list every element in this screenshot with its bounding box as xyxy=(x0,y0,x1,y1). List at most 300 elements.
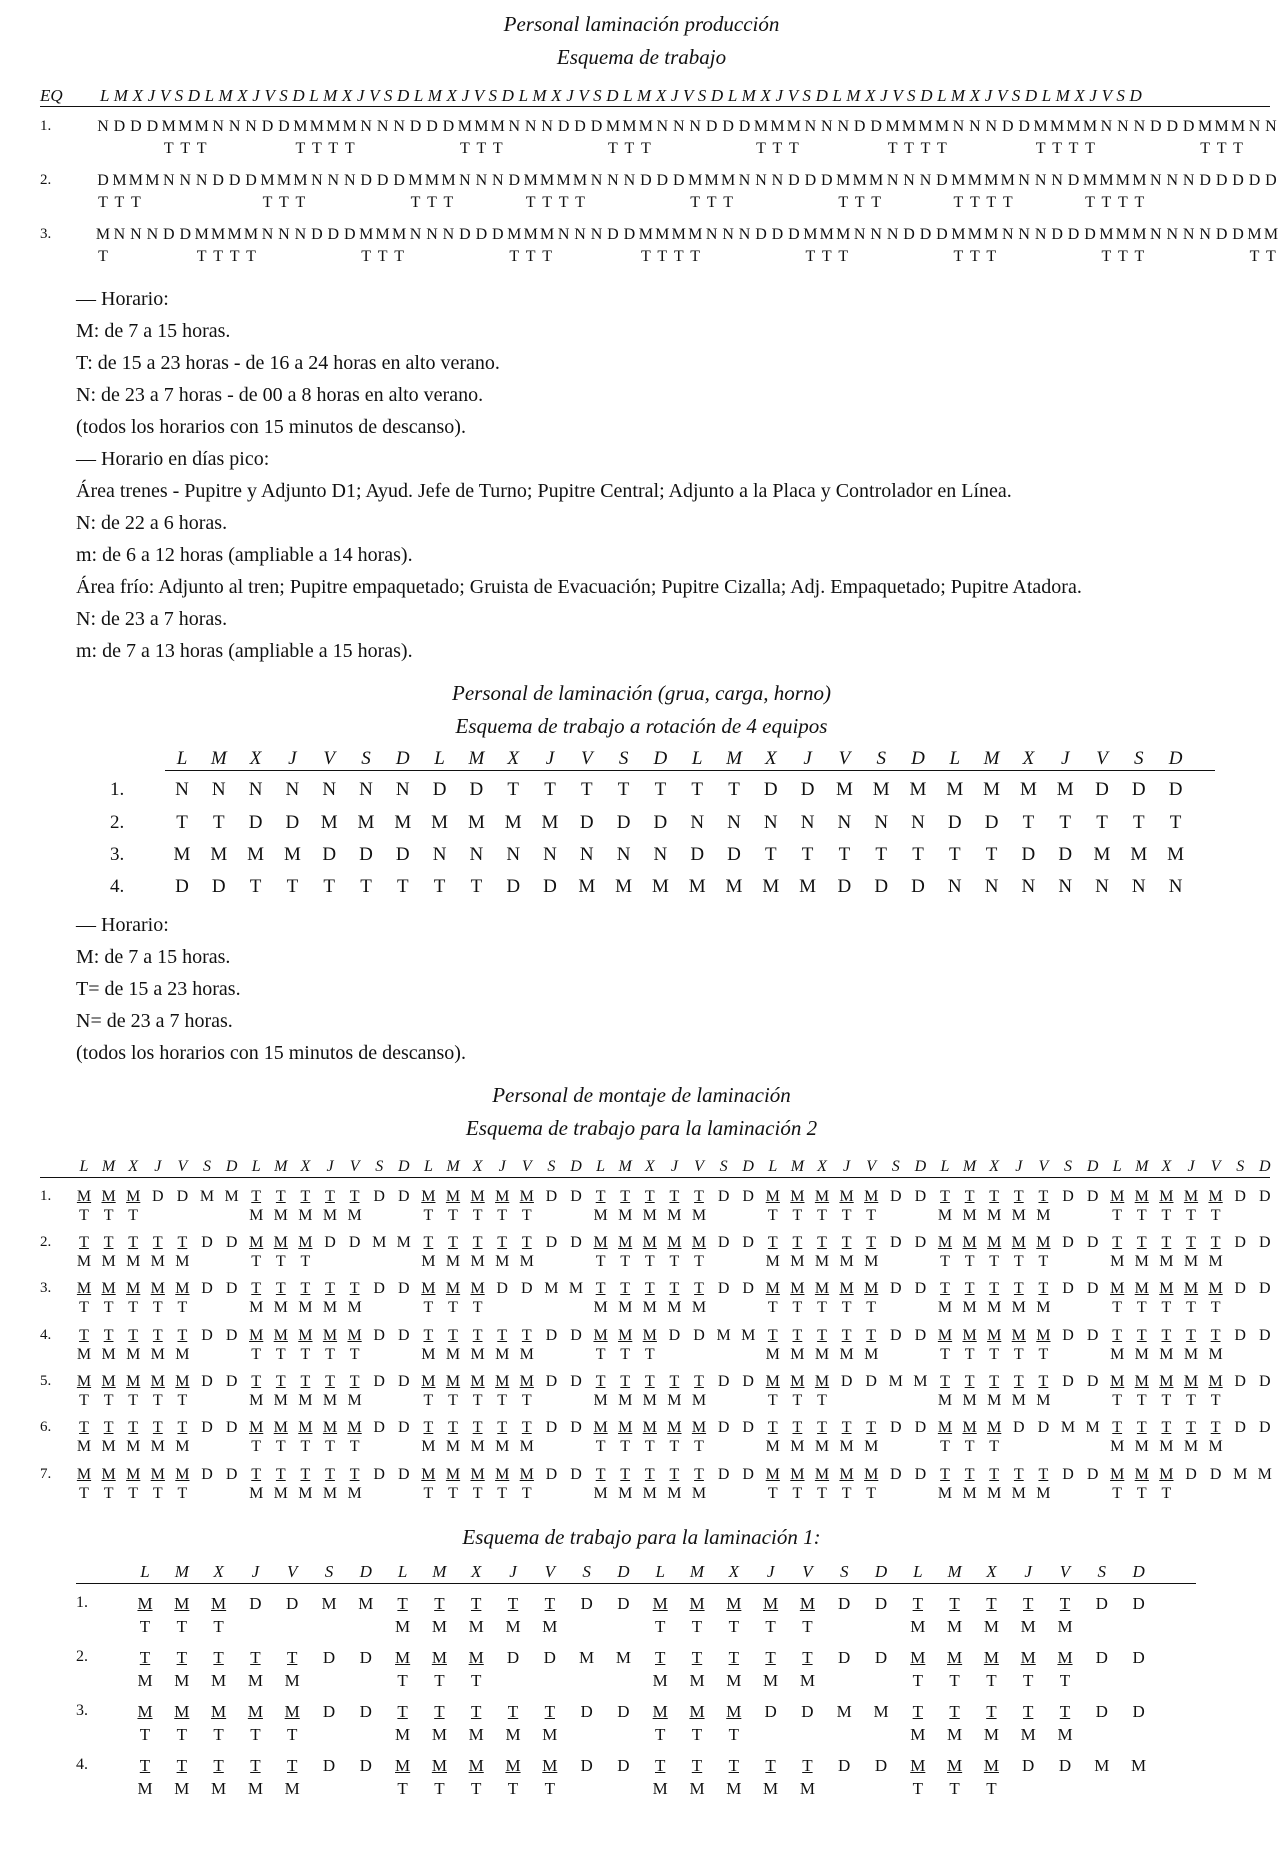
shift-cell: D xyxy=(617,1702,630,1721)
shift-cell: M xyxy=(691,1419,707,1436)
shift-cell: M xyxy=(835,779,853,800)
shift-cell: T xyxy=(300,1466,311,1483)
shift-cell: M xyxy=(273,1327,288,1344)
shift-cell: M xyxy=(1110,1466,1125,1483)
shift-cell-secondary: M xyxy=(322,1299,338,1316)
day-header-cell: X xyxy=(986,1562,997,1581)
day-header-cell: J xyxy=(670,1158,678,1175)
day-header-cell: V xyxy=(838,748,851,769)
shift-cell-secondary: T xyxy=(542,248,553,265)
shift-cell: N xyxy=(903,172,915,189)
shift-cell: D xyxy=(1062,1373,1074,1390)
shift-cell: N xyxy=(1058,876,1073,897)
shift-cell-secondary: T xyxy=(706,194,717,211)
shift-cell: T xyxy=(275,1466,286,1483)
shift-cell: T xyxy=(507,1594,519,1613)
shift-cell: D xyxy=(1259,1280,1271,1297)
shift-cell: D xyxy=(1058,844,1073,865)
shift-cell: T xyxy=(360,876,372,897)
shift-cell-secondary: M xyxy=(211,1779,227,1798)
shift-cell-secondary: M xyxy=(1110,1438,1125,1455)
shift-cell: T xyxy=(767,1327,778,1344)
shift-cell-secondary: T xyxy=(427,194,437,211)
shift-cell-secondary: T xyxy=(434,1779,445,1798)
shift-cell-secondary: T xyxy=(654,1725,666,1744)
shift-cell: N xyxy=(1166,172,1179,189)
shift-cell: D xyxy=(201,1234,213,1251)
day-header-cell: M xyxy=(101,1158,116,1175)
shift-cell: M xyxy=(161,118,176,135)
day-header-cell: S xyxy=(324,1562,334,1581)
shift-cell-secondary: T xyxy=(180,140,191,157)
shift-cell: M xyxy=(150,1280,165,1297)
shift-cell: D xyxy=(521,1280,533,1297)
shift-cell-secondary: T xyxy=(394,248,404,265)
shift-cell: M xyxy=(934,118,950,135)
shift-cell-secondary: T xyxy=(644,1346,655,1363)
shift-cell-secondary: M xyxy=(247,1671,263,1690)
shift-cell: D xyxy=(1062,1188,1074,1205)
shift-cell: M xyxy=(424,172,440,189)
shift-cell: M xyxy=(667,1419,682,1436)
shift-cell: M xyxy=(946,779,964,800)
shift-cell: D xyxy=(211,876,226,897)
shift-cell-secondary: M xyxy=(987,1392,1002,1409)
day-header-cell: L xyxy=(434,748,445,769)
shift-cell-secondary: T xyxy=(1134,248,1145,265)
shift-cell: D xyxy=(590,118,603,135)
shift-cell-secondary: T xyxy=(1210,1392,1221,1409)
shift-cell-secondary: M xyxy=(150,1253,165,1270)
shift-cell-secondary: T xyxy=(964,1346,975,1363)
shift-cell-secondary: M xyxy=(1020,1725,1036,1744)
day-header-cell: X xyxy=(300,1158,311,1175)
shift-cell: D xyxy=(853,118,866,135)
shift-cell: N xyxy=(763,812,778,833)
shift-cell: N xyxy=(1150,226,1162,243)
shift-cell: D xyxy=(398,1466,410,1483)
shift-cell-secondary: T xyxy=(377,248,388,265)
shift-cell-secondary: M xyxy=(983,1725,999,1744)
shift-cell: M xyxy=(983,779,1001,800)
day-header-cell: S xyxy=(361,748,371,769)
shift-cell: M xyxy=(864,1280,879,1297)
shift-cell-secondary: T xyxy=(657,248,668,265)
day-header-cell: J xyxy=(1187,1158,1195,1175)
shift-cell: D xyxy=(1234,1419,1246,1436)
shift-cell: M xyxy=(909,779,927,800)
shift-cell: N xyxy=(969,118,981,135)
shift-cell-secondary: M xyxy=(642,1299,657,1316)
shift-cell: D xyxy=(1067,172,1080,189)
shift-cell: D xyxy=(672,172,685,189)
shift-cell: T xyxy=(1013,1373,1024,1390)
shift-cell: M xyxy=(689,1702,705,1721)
shift-cell: D xyxy=(788,172,800,189)
shift-cell: M xyxy=(445,1466,461,1483)
shift-cell-secondary: T xyxy=(544,1779,555,1798)
shift-cell-secondary: M xyxy=(652,1779,668,1798)
shift-cell-secondary: M xyxy=(864,1253,879,1270)
shift-cell-secondary: T xyxy=(866,1299,877,1316)
shift-cell: T xyxy=(249,876,262,897)
shift-cell-secondary: T xyxy=(521,1207,532,1224)
shift-cell: M xyxy=(1110,1188,1125,1205)
shift-cell-secondary: T xyxy=(620,1438,631,1455)
shift-cell-secondary: T xyxy=(361,248,372,265)
shift-cell-secondary: T xyxy=(434,1671,445,1690)
shift-cell-secondary: T xyxy=(275,1253,286,1270)
shift-cell-secondary: M xyxy=(126,1346,141,1363)
shift-cell: D xyxy=(890,1234,902,1251)
shift-cell: M xyxy=(523,226,538,243)
shift-cell: M xyxy=(128,172,143,189)
shift-cell-secondary: T xyxy=(229,248,240,265)
shift-cell-secondary: M xyxy=(347,1392,362,1409)
shift-cell-secondary: T xyxy=(507,1779,519,1798)
shift-cell-secondary: M xyxy=(593,1392,608,1409)
shift-cell: M xyxy=(753,118,769,135)
shift-cell: N xyxy=(359,779,373,800)
shift-cell-secondary: T xyxy=(423,1485,434,1502)
shift-cell: T xyxy=(1210,1419,1221,1436)
shift-cell: M xyxy=(918,118,933,135)
shift-cell: D xyxy=(373,1280,385,1297)
shift-cell: N xyxy=(327,172,340,189)
day-header-cell: X xyxy=(817,1158,827,1175)
shift-cell: D xyxy=(373,1373,385,1390)
shift-cell-secondary: T xyxy=(1035,140,1046,157)
shift-cell-secondary: M xyxy=(1183,1438,1199,1455)
shift-cell: M xyxy=(716,1327,731,1344)
shift-cell: T xyxy=(349,1466,360,1483)
shift-cell-secondary: T xyxy=(841,1299,852,1316)
day-header-cell: S xyxy=(891,1158,900,1175)
row-label: 3. xyxy=(76,1702,88,1719)
shift-cell-secondary: T xyxy=(1233,140,1243,157)
shift-cell: D xyxy=(359,1756,372,1775)
shift-cell: M xyxy=(799,1594,815,1613)
shift-cell: M xyxy=(1131,1756,1147,1775)
shift-cell: M xyxy=(1036,1234,1051,1251)
row-label: 4. xyxy=(40,1327,52,1343)
shift-cell-secondary: T xyxy=(821,248,832,265)
shift-cell-secondary: T xyxy=(311,140,322,157)
shift-cell-secondary: T xyxy=(251,1438,262,1455)
shift-cell: N xyxy=(211,779,226,800)
shift-cell: M xyxy=(651,876,669,897)
day-header-cell: V xyxy=(544,1562,555,1581)
shift-cell-secondary: T xyxy=(986,1671,997,1690)
shift-cell-secondary: T xyxy=(904,140,914,157)
shift-cell-secondary: T xyxy=(286,1725,298,1744)
shift-cell: D xyxy=(152,1188,164,1205)
shift-cell-secondary: T xyxy=(1038,1346,1049,1363)
shift-cell: T xyxy=(251,1466,262,1483)
shift-cell: M xyxy=(671,226,686,243)
shift-cell: M xyxy=(790,1373,805,1390)
shift-cell: M xyxy=(1134,1466,1149,1483)
shift-cell: M xyxy=(593,1327,608,1344)
shift-cell-secondary: M xyxy=(618,1299,633,1316)
shift-cell: M xyxy=(101,1280,116,1297)
day-header-cell: X xyxy=(507,748,519,769)
shift-cell: D xyxy=(722,118,734,135)
shift-cell: T xyxy=(986,1594,997,1613)
shift-cell: M xyxy=(593,1419,608,1436)
shift-cell-secondary: T xyxy=(669,1438,680,1455)
shift-cell: M xyxy=(888,1373,903,1390)
shift-cell-secondary: M xyxy=(150,1438,165,1455)
shift-cell: T xyxy=(875,844,887,865)
shift-cell: T xyxy=(595,1373,606,1390)
shift-cell-secondary: M xyxy=(864,1438,879,1455)
shift-cell: D xyxy=(201,1280,213,1297)
day-header-cell: D xyxy=(395,748,410,769)
shift-cell: T xyxy=(1059,812,1071,833)
shift-cell-secondary: T xyxy=(98,194,108,211)
shift-cell: N xyxy=(574,226,586,243)
shift-cell: M xyxy=(765,1280,780,1297)
shift-cell: M xyxy=(910,1648,926,1667)
shift-cell: T xyxy=(912,1702,923,1721)
shift-cell-secondary: M xyxy=(937,1299,953,1316)
day-header-cell: M xyxy=(468,748,485,769)
shift-cell-secondary: M xyxy=(101,1438,116,1455)
shift-cell: M xyxy=(984,172,999,189)
horario1-pico-heading: — Horario en días pico: xyxy=(76,448,270,470)
shift-cell-secondary: M xyxy=(495,1253,510,1270)
shift-cell: T xyxy=(300,1280,311,1297)
shift-cell: N xyxy=(146,226,159,243)
shift-cell: D xyxy=(1067,226,1080,243)
shift-cell: T xyxy=(669,1188,680,1205)
shift-cell: T xyxy=(434,1702,445,1721)
shift-cell: M xyxy=(642,1234,657,1251)
shift-cell: T xyxy=(177,1234,188,1251)
shift-cell: D xyxy=(130,118,142,135)
shift-cell: T xyxy=(949,1702,960,1721)
shift-cell: M xyxy=(505,1756,521,1775)
shift-cell: D xyxy=(1086,1466,1099,1483)
shift-cell-secondary: M xyxy=(691,1392,707,1409)
shift-cell: M xyxy=(495,1466,510,1483)
shift-cell-secondary: T xyxy=(1052,140,1062,157)
shift-cell: D xyxy=(616,812,631,833)
shift-cell: N xyxy=(722,226,734,243)
shift-cell: N xyxy=(911,812,925,833)
shift-cell: T xyxy=(691,1648,703,1667)
shift-cell-secondary: M xyxy=(1110,1346,1125,1363)
shift-cell: D xyxy=(398,1373,410,1390)
shift-cell: T xyxy=(654,779,667,800)
shift-cell-secondary: T xyxy=(492,140,503,157)
shift-cell: D xyxy=(890,1419,902,1436)
shift-cell: T xyxy=(767,1234,778,1251)
shift-cell: M xyxy=(249,1234,264,1251)
shift-cell-secondary: T xyxy=(792,1299,803,1316)
shift-cell: M xyxy=(470,1466,485,1483)
shift-cell: T xyxy=(286,1648,298,1667)
shift-cell-secondary: T xyxy=(1210,1207,1221,1224)
shift-cell: T xyxy=(397,1594,408,1613)
shift-cell: D xyxy=(249,1594,262,1613)
shift-cell-secondary: M xyxy=(642,1485,657,1502)
shift-cell-secondary: T xyxy=(940,1438,950,1455)
shift-cell: D xyxy=(245,172,257,189)
shift-cell: T xyxy=(802,1756,813,1775)
shift-cell-secondary: M xyxy=(470,1346,485,1363)
shift-cell: M xyxy=(76,1188,92,1205)
shift-cell: T xyxy=(1013,1466,1024,1483)
shift-cell: M xyxy=(814,1373,830,1390)
shift-cell-secondary: T xyxy=(767,1485,778,1502)
shift-cell: D xyxy=(653,812,668,833)
shift-cell-secondary: T xyxy=(79,1299,89,1316)
shift-cell-secondary: T xyxy=(279,194,289,211)
day-header-cell: V xyxy=(580,748,593,769)
shift-cell: T xyxy=(152,1327,163,1344)
row-label: 2. xyxy=(110,812,125,833)
shift-cell: T xyxy=(1186,1327,1196,1344)
shift-cell: N xyxy=(886,172,899,189)
shift-cell-secondary: M xyxy=(937,1207,953,1224)
shift-cell-secondary: T xyxy=(410,194,421,211)
shift-cell-secondary: M xyxy=(814,1253,830,1270)
section1-eq-label: EQ xyxy=(40,86,63,105)
shift-cell: N xyxy=(278,226,290,243)
shift-cell: T xyxy=(694,1188,704,1205)
horario2-heading: — Horario: xyxy=(76,914,169,936)
shift-cell-secondary: T xyxy=(728,1725,739,1744)
shift-cell-secondary: T xyxy=(300,1438,311,1455)
shift-cell-secondary: T xyxy=(841,1485,852,1502)
day-header-cell: V xyxy=(1096,748,1108,769)
shift-cell: M xyxy=(194,226,209,243)
shift-cell-secondary: T xyxy=(1013,1253,1024,1270)
shift-cell: M xyxy=(276,172,292,189)
shift-cell: D xyxy=(1084,226,1096,243)
shift-cell: T xyxy=(866,1234,877,1251)
shift-cell: D xyxy=(398,1327,410,1344)
section3-title: Personal de montaje de laminación xyxy=(492,1083,791,1107)
shift-cell-secondary: T xyxy=(1136,1485,1147,1502)
shift-cell: N xyxy=(656,118,669,135)
shift-cell: T xyxy=(434,1594,445,1613)
shift-cell: D xyxy=(395,844,410,865)
shift-cell-secondary: T xyxy=(1013,1346,1024,1363)
shift-cell-secondary: T xyxy=(1059,1671,1071,1690)
shift-cell: M xyxy=(359,226,374,243)
shift-cell: T xyxy=(841,1419,852,1436)
shift-cell-secondary: T xyxy=(472,1299,483,1316)
shift-cell: T xyxy=(521,1234,532,1251)
horario1-pico-line: m: de 7 a 13 horas (ampliable a 15 horas). xyxy=(76,640,413,662)
shift-cell: D xyxy=(163,226,175,243)
day-header-cell: V xyxy=(323,748,335,769)
day-header-cell: V xyxy=(1059,1562,1071,1581)
shift-cell-secondary: T xyxy=(1118,194,1128,211)
shift-cell-secondary: M xyxy=(839,1253,854,1270)
shift-cell: T xyxy=(275,1373,286,1390)
shift-cell: M xyxy=(1099,172,1114,189)
shift-cell: M xyxy=(1132,226,1147,243)
shift-cell: T xyxy=(765,1756,776,1775)
shift-cell: D xyxy=(398,1280,410,1297)
shift-cell: M xyxy=(391,226,407,243)
shift-cell: M xyxy=(298,1419,313,1436)
shift-cell: N xyxy=(874,812,889,833)
shift-cell: D xyxy=(1234,1280,1246,1297)
shift-cell: M xyxy=(137,1594,153,1613)
shift-cell-secondary: T xyxy=(756,140,766,157)
shift-cell-secondary: T xyxy=(940,1253,950,1270)
shift-cell: T xyxy=(1013,1280,1024,1297)
shift-cell-secondary: M xyxy=(790,1253,805,1270)
shift-cell: D xyxy=(286,1594,299,1613)
shift-cell: D xyxy=(838,1648,851,1667)
shift-cell: M xyxy=(421,1466,436,1483)
day-header-cell: M xyxy=(726,748,742,769)
day-header-cell: M xyxy=(983,748,1000,769)
shift-cell: D xyxy=(1095,1702,1108,1721)
shift-cell: T xyxy=(300,1373,311,1390)
shift-cell: D xyxy=(225,1327,238,1344)
shift-cell: M xyxy=(852,172,867,189)
shift-cell-secondary: T xyxy=(640,248,651,265)
shift-cell: T xyxy=(765,1648,776,1667)
shift-cell: M xyxy=(937,1234,953,1251)
shift-cell: D xyxy=(201,1419,213,1436)
shift-cell: M xyxy=(519,1373,534,1390)
shift-cell-secondary: T xyxy=(509,248,520,265)
shift-cell-secondary: M xyxy=(799,1671,815,1690)
shift-cell: M xyxy=(913,1373,928,1390)
shift-cell: D xyxy=(1037,1419,1050,1436)
horario2-line: M: de 7 a 15 horas. xyxy=(76,946,231,968)
shift-cell-secondary: T xyxy=(1038,1253,1049,1270)
shift-cell: T xyxy=(1112,1419,1123,1436)
shift-cell: M xyxy=(395,1648,411,1667)
shift-cell-secondary: T xyxy=(325,1438,335,1455)
shift-cell: D xyxy=(545,1466,558,1483)
shift-cell-secondary: T xyxy=(397,1671,408,1690)
shift-cell: M xyxy=(76,1373,92,1390)
shift-cell-secondary: T xyxy=(792,1485,803,1502)
shift-cell: T xyxy=(286,1756,298,1775)
shift-cell: N xyxy=(1051,172,1063,189)
shift-cell: D xyxy=(717,1466,730,1483)
shift-cell-secondary: T xyxy=(152,1392,163,1409)
shift-cell-secondary: T xyxy=(423,1392,434,1409)
shift-cell-secondary: T xyxy=(177,1392,188,1409)
shift-cell-secondary: M xyxy=(947,1725,963,1744)
shift-cell: D xyxy=(717,1373,730,1390)
shift-cell: N xyxy=(947,876,962,897)
shift-cell: T xyxy=(912,844,924,865)
shift-cell: N xyxy=(771,172,784,189)
shift-cell: T xyxy=(128,1419,139,1436)
shift-cell: T xyxy=(595,1188,606,1205)
day-header-cell: X xyxy=(1022,748,1035,769)
shift-cell: T xyxy=(448,1327,458,1344)
shift-cell: D xyxy=(1259,1373,1271,1390)
shift-cell-secondary: M xyxy=(431,1725,447,1744)
shift-cell: N xyxy=(1021,876,1036,897)
section1-header-rule xyxy=(40,106,1270,107)
shift-cell: D xyxy=(225,1280,238,1297)
shift-cell: T xyxy=(275,1188,286,1205)
